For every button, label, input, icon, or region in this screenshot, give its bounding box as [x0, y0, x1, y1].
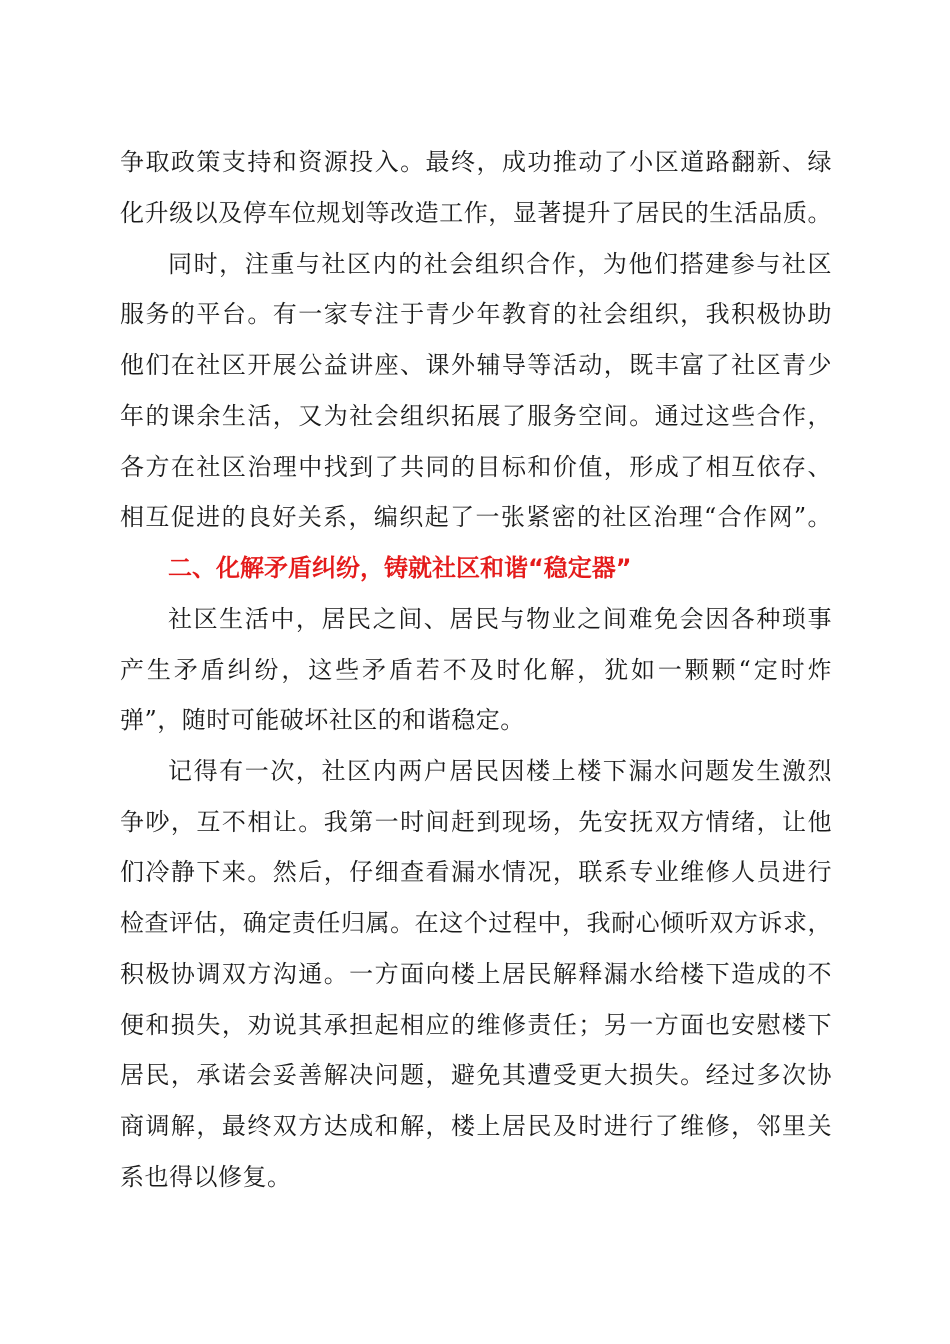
paragraph-line: 同时，注重与社区内的社会组织合作，为他们搭建参与社区: [168, 250, 832, 278]
paragraph-line: 商调解，最终双方达成和解，楼上居民及时进行了维修，邻里关: [120, 1112, 832, 1140]
paragraph-line: 便和损失，劝说其承担起相应的维修责任；另一方面也安慰楼下: [120, 1011, 832, 1039]
paragraph-line: 化升级以及停车位规划等改造工作，显著提升了居民的生活品质。: [120, 199, 832, 227]
paragraph-line: 弹”，随时可能破坏社区的和谐稳定。: [120, 706, 525, 734]
paragraph-line: 们冷静下来。然后，仔细查看漏水情况，联系专业维修人员进行: [120, 858, 832, 886]
paragraph-line: 服务的平台。有一家专注于青少年教育的社会组织，我积极协助: [120, 300, 832, 328]
paragraph-line: 年的课余生活，又为社会组织拓展了服务空间。通过这些合作，: [120, 402, 832, 430]
paragraph-line: 各方在社区治理中找到了共同的目标和价值，形成了相互依存、: [120, 453, 832, 481]
paragraph-line: 检查评估，确定责任归属。在这个过程中，我耐心倾听双方诉求，: [120, 909, 832, 937]
paragraph-line: 产生矛盾纠纷，这些矛盾若不及时化解，犹如一颗颗“定时炸: [120, 656, 832, 684]
section-heading: 二、化解矛盾纠纷，铸就社区和谐“稳定器”: [168, 554, 632, 582]
paragraph-line: 他们在社区开展公益讲座、课外辅导等活动，既丰富了社区青少: [120, 351, 832, 379]
paragraph-line: 相互促进的良好关系，编织起了一张紧密的社区治理“合作网”。: [120, 503, 832, 531]
paragraph-line: 社区生活中，居民之间、居民与物业之间难免会因各种琐事: [168, 605, 832, 633]
paragraph-line: 居民，承诺会妥善解决问题，避免其遭受更大损失。经过多次协: [120, 1061, 832, 1089]
paragraph-line: 争吵，互不相让。我第一时间赶到现场，先安抚双方情绪，让他: [120, 808, 832, 836]
paragraph-line: 积极协调双方沟通。一方面向楼上居民解释漏水给楼下造成的不: [120, 960, 832, 988]
paragraph-line: 争取政策支持和资源投入。最终，成功推动了小区道路翻新、绿: [120, 148, 832, 176]
paragraph-line: 记得有一次，社区内两户居民因楼上楼下漏水问题发生激烈: [168, 757, 832, 785]
paragraph-line: 系也得以修复。: [120, 1163, 292, 1191]
